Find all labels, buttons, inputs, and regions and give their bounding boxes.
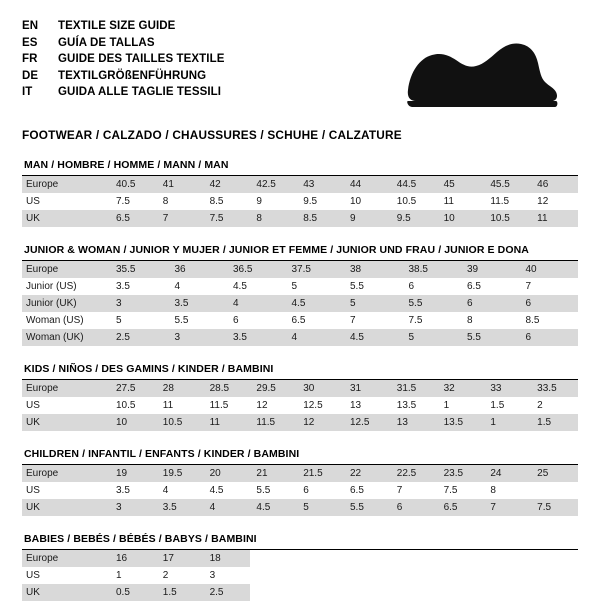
size-cell: 36.5: [227, 261, 286, 278]
size-cell: 4.5: [250, 499, 297, 516]
size-table-body: [22, 261, 578, 346]
size-cell: 1.5: [490, 400, 505, 411]
size-cell: 33.5: [531, 380, 578, 397]
row-label: Europe: [22, 176, 110, 193]
size-cell: 8.5: [525, 315, 540, 326]
size-cell: 6: [520, 329, 579, 346]
size-cell: 5: [403, 329, 462, 346]
size-cell: 5: [297, 499, 344, 516]
language-row: [22, 84, 225, 101]
size-cell: 32: [438, 380, 485, 397]
row-label: Woman (US): [26, 315, 84, 326]
size-table-man: [22, 176, 578, 227]
size-cell: 11: [162, 400, 174, 411]
size-cell: 40: [520, 261, 579, 278]
size-cell: 5.5: [461, 329, 520, 346]
size-cell: 5: [116, 315, 122, 326]
size-cell: 5.5: [350, 281, 364, 292]
size-cell: 19: [110, 465, 157, 482]
row-label: UK: [22, 499, 110, 516]
size-cell: 33: [484, 380, 531, 397]
section-kids: [22, 363, 578, 431]
size-cell: 2.5: [110, 329, 169, 346]
section-man: [22, 159, 578, 227]
size-cell: 5.5: [403, 295, 462, 312]
size-cell: 28.5: [204, 380, 251, 397]
size-cell: 6: [303, 485, 309, 496]
size-cell: 7.5: [116, 196, 130, 207]
size-cell: 9.5: [391, 210, 438, 227]
size-cell: 5.5: [344, 499, 391, 516]
size-cell: 28: [157, 380, 204, 397]
row-label: Europe: [22, 550, 110, 567]
language-text: GUÍA DE TALLAS: [58, 36, 155, 49]
size-cell: 8: [467, 315, 473, 326]
size-cell: 4: [174, 281, 181, 292]
size-cell: 6: [408, 281, 415, 292]
size-cell: 16: [110, 550, 157, 567]
table-row: [22, 584, 578, 601]
size-cell: 4.5: [344, 329, 403, 346]
size-cell: 1: [116, 570, 122, 581]
size-cell: 13: [349, 400, 362, 411]
size-cell: 2.5: [204, 584, 251, 601]
size-cell: 20: [204, 465, 251, 482]
row-label: Junior (US): [26, 281, 77, 292]
language-title-body: [22, 18, 225, 101]
size-cell: 1.5: [531, 414, 578, 431]
size-cell: 7.5: [531, 499, 578, 516]
size-cell: 23.5: [438, 465, 485, 482]
size-cell: 6.5: [291, 315, 306, 326]
language-code: ES: [22, 36, 38, 49]
size-cell: 7: [350, 315, 356, 326]
table-row: [22, 499, 578, 516]
size-cell: 3: [110, 499, 157, 516]
size-cell: 4: [162, 485, 169, 496]
size-cell: 4.5: [286, 295, 345, 312]
size-cell: 42: [204, 176, 251, 193]
table-row: [22, 550, 578, 567]
table-row: [22, 397, 578, 414]
size-cell: 41: [157, 176, 204, 193]
table-row: [22, 176, 578, 193]
size-cell: 37.5: [286, 261, 345, 278]
table-row: [22, 465, 578, 482]
table-row: [22, 414, 578, 431]
size-cell: 6.5: [467, 281, 481, 292]
size-cell: 3: [169, 329, 228, 346]
section-title: MAN / HOMBRE / HOMME / MANN / MAN: [24, 159, 229, 171]
language-text: GUIDE DES TAILLES TEXTILE: [58, 53, 225, 65]
size-cell: 2: [537, 400, 543, 411]
size-cell: 6.5: [110, 210, 157, 227]
size-cell: 7.5: [408, 315, 423, 326]
language-row: [22, 68, 225, 85]
size-table-body: [22, 465, 578, 516]
size-cell: 11.5: [209, 400, 229, 411]
size-cell: 3: [209, 570, 216, 581]
size-cell: 13: [391, 414, 438, 431]
language-code: DE: [22, 69, 39, 82]
size-cell: 5: [291, 281, 298, 292]
size-cell: 27.5: [110, 380, 157, 397]
language-title-list: [22, 18, 225, 101]
table-row: [22, 261, 578, 278]
table-row: [22, 329, 578, 346]
size-cell: 13.5: [438, 414, 485, 431]
size-cell: 24: [484, 465, 531, 482]
size-cell: 5: [344, 295, 403, 312]
size-cell: 10: [349, 196, 362, 207]
size-cell: 6: [233, 315, 239, 326]
size-cell: 12.5: [303, 400, 323, 411]
language-code: EN: [22, 20, 39, 32]
size-cell: 4: [286, 329, 345, 346]
size-cell: 11: [204, 414, 251, 431]
empty-cell: [250, 567, 578, 584]
size-cell: 12: [537, 196, 549, 207]
size-cell: 1: [484, 414, 531, 431]
language-text: TEXTILGRÖßENFÜHRUNG: [58, 69, 207, 82]
size-cell: 4: [204, 499, 251, 516]
size-cell: 3.5: [116, 281, 130, 292]
section-children: [22, 448, 578, 516]
size-cell: 12: [297, 414, 344, 431]
size-cell: 13.5: [396, 400, 417, 411]
size-cell: 6: [461, 295, 520, 312]
size-cell: 3: [110, 295, 169, 312]
size-cell: 7.5: [443, 485, 458, 496]
row-label: Junior (UK): [22, 295, 110, 312]
row-label: Woman (UK): [22, 329, 110, 346]
table-row: [22, 278, 578, 295]
empty-cell: [250, 584, 578, 601]
language-row: [22, 18, 225, 35]
section-title: CHILDREN / INFANTIL / ENFANTS / KINDER / BAMBINI: [24, 448, 300, 460]
table-row: [22, 312, 578, 329]
empty-cell: [250, 550, 578, 567]
size-cell: 17: [157, 550, 204, 567]
size-cell: 38.5: [403, 261, 462, 278]
size-cell: 11: [443, 196, 454, 207]
table-row: [22, 210, 578, 227]
size-cell: 8: [162, 196, 169, 207]
size-cell: 6.5: [349, 485, 364, 496]
size-cell: 12.5: [344, 414, 391, 431]
row-label: UK: [22, 584, 110, 601]
size-cell: 8.5: [297, 210, 344, 227]
size-table-body: [22, 176, 578, 227]
size-cell: 7: [157, 210, 204, 227]
row-label: Europe: [22, 380, 110, 397]
size-table-babies: [22, 550, 578, 601]
size-cell: 36: [169, 261, 228, 278]
dress-shoe-icon: [370, 28, 560, 114]
size-cell: 4: [227, 295, 286, 312]
row-label: Europe: [22, 261, 110, 278]
size-cell: 18: [204, 550, 251, 567]
size-table-children: [22, 465, 578, 516]
size-cell: 1.5: [157, 584, 204, 601]
size-cell: 31.5: [391, 380, 438, 397]
size-cell: 19.5: [157, 465, 204, 482]
row-label: US: [26, 485, 40, 496]
language-row: [22, 51, 225, 68]
size-cell: 21: [250, 465, 297, 482]
size-cell: 4.5: [233, 281, 247, 292]
size-cell: 7.5: [204, 210, 251, 227]
language-text: GUIDA ALLE TAGLIE TESSILI: [58, 86, 222, 98]
table-row: [22, 567, 578, 584]
size-cell: 44.5: [391, 176, 438, 193]
table-row: [22, 193, 578, 210]
size-cell: 7: [525, 281, 532, 292]
size-cell: 5.5: [256, 485, 271, 496]
size-cell: 38: [344, 261, 403, 278]
size-cell: 11.5: [490, 196, 510, 207]
size-cell: 43: [297, 176, 344, 193]
size-cell: 3.5: [227, 329, 286, 346]
size-cell: 44: [344, 176, 391, 193]
size-cell: 12: [256, 400, 268, 411]
row-label: UK: [22, 414, 110, 431]
size-cell: 42.5: [250, 176, 297, 193]
size-cell: 9.5: [303, 196, 318, 207]
size-cell: 21.5: [297, 465, 344, 482]
size-cell: 10.5: [484, 210, 531, 227]
size-cell: 11.5: [250, 414, 297, 431]
table-row: [22, 380, 578, 397]
size-cell: 11: [531, 210, 578, 227]
language-text: TEXTILE SIZE GUIDE: [58, 20, 176, 32]
size-cell: 6.5: [438, 499, 485, 516]
row-label: US: [26, 400, 40, 411]
size-cell: 3.5: [169, 295, 228, 312]
section-title: KIDS / NIÑOS / DES GAMINS / KINDER / BAMBINI: [24, 363, 274, 375]
size-cell: 7: [396, 485, 403, 496]
size-cell: 10.5: [116, 400, 136, 411]
size-cell: 22: [344, 465, 391, 482]
row-label: UK: [22, 210, 110, 227]
size-cell: 35.5: [110, 261, 169, 278]
size-cell: 3.5: [116, 485, 130, 496]
table-row: [22, 482, 578, 499]
size-table-body: [22, 380, 578, 431]
size-cell: 0.5: [110, 584, 157, 601]
size-cell: 10.5: [396, 196, 417, 207]
size-cell: 2: [162, 570, 169, 581]
table-row: [22, 295, 578, 312]
section-title: JUNIOR & WOMAN / JUNIOR Y MUJER / JUNIOR ET FEMME / JUNIOR UND FRAU / JUNIOR E DONA: [24, 244, 529, 256]
section-junior-woman: [22, 244, 578, 346]
size-cell: 1: [443, 400, 450, 411]
size-table-junior-woman: [22, 261, 578, 346]
size-cell: 4.5: [209, 485, 224, 496]
size-cell: 9: [344, 210, 391, 227]
footwear-category-title: FOOTWEAR / CALZADO / CHAUSSURES / SCHUHE / CALZATURE: [22, 128, 402, 142]
size-cell: 22.5: [391, 465, 438, 482]
size-cell: 9: [256, 196, 262, 207]
row-label: Europe: [22, 465, 110, 482]
size-cell: 31: [344, 380, 391, 397]
language-code: FR: [22, 53, 38, 65]
row-label: US: [26, 196, 40, 207]
section-title: BABIES / BEBÉS / BÉBÉS / BABYS / BAMBINI: [24, 533, 257, 545]
size-cell: 46: [531, 176, 578, 193]
document-header: [22, 18, 578, 114]
size-cell: 6: [520, 295, 579, 312]
size-cell: 8: [490, 485, 496, 496]
size-cell: 10.5: [157, 414, 204, 431]
section-babies: [22, 533, 578, 601]
size-cell: 39: [461, 261, 520, 278]
size-cell: 45: [438, 176, 485, 193]
size-cell: 8: [250, 210, 297, 227]
size-cell: 8.5: [209, 196, 224, 207]
size-cell: 45.5: [484, 176, 531, 193]
size-cell: 25: [531, 465, 578, 482]
size-cell: 3.5: [157, 499, 204, 516]
size-cell: 6: [391, 499, 438, 516]
size-cell: 10: [438, 210, 485, 227]
size-cell: 29.5: [250, 380, 297, 397]
size-cell: 5.5: [174, 315, 189, 326]
size-cell: 40.5: [110, 176, 157, 193]
language-code: IT: [22, 86, 33, 98]
size-cell: [531, 482, 578, 499]
language-row: [22, 35, 225, 52]
size-cell: 7: [484, 499, 531, 516]
size-cell: 30: [297, 380, 344, 397]
row-label: US: [26, 570, 40, 581]
size-table-kids: [22, 380, 578, 431]
size-cell: 10: [110, 414, 157, 431]
size-table-body: [22, 550, 578, 601]
